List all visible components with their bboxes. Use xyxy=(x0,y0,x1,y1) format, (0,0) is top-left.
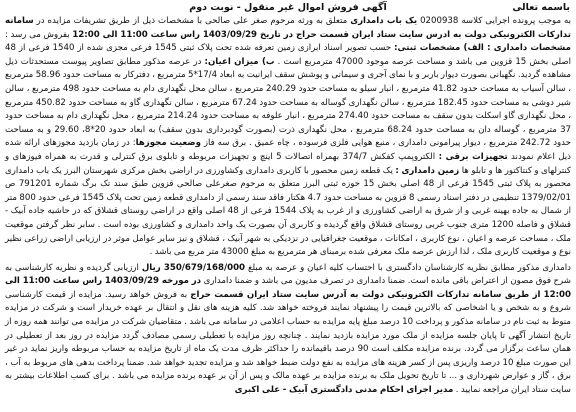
property-type: یک باب دامداری xyxy=(350,16,418,26)
auction-terms-text: به فروش خواهد رسید. مزایده از قیمت کارشناسی شروع و به شخص و یا اشخاصی که بالاترین قیمت را پیشنهاد نمایند فروخته خواهد شد. کلیه هزینه های نقل و انتقال بر عهده خریدار است و شرکت در مزایده منوط به ثبت نام در سامانه مذکور و پرداخت 10 درصد مبلغ پایه مزایده به حساب اعلامی در سامانه می باشد . متقاضیان شرکت در مزایده می توانند همه روزه از تاریخ انتشار آگهی تا پایان جلسه مزایده از ملک مورد مزایده بازدید نمایند . چنانچه روز مزایده با تعطیلی رسمی مصادف گردد مزایده در روز بعد از تعطیلی در همان ساعت برگزار می گردد. برنده مزایده مکلف است 90 درصد باقیمانده را حداکثر ظرف مدت یک ماه از تاریخ مزایده به حساب مربوطه واریز نماید در غیر این صورت مبلغ 10 درصد واریزی پس از کسر هزینه های مزایده به نفع دولت ضبط خواهد شد و مزایده تجدید خواهد شد. ضمنا پرداخت بدهی های مربوط به آب ، برق ، گاز و عوارض شهرداری و ... تا تاریخ تحویل ملک به برنده مزایده بر عهده مالک و پس از آن بر عهده برنده مزایده می باشد . برای کسب اطلاعات بیشتر به سایت ستاد ایران مراجعه نمایید . xyxy=(5,289,571,396)
auction-date-time: در مورخه 1403/09/29 راس ساعت 11:00 الی 12:00 xyxy=(5,276,571,300)
land-text: یک قطعه زمین محصور با کاربری دامداری وکشاورزی در اراضی بخش مرکزی شهرستان البرز یک باب دامداری محصور به پلاک ثبتی 1545 فرعی از 48 اصلی بخش 15 حوزه ثبتی البرز متعلق به مرحوم صغرعلی صالحی قزوین طبق سند تک برگ شماره 791201 ص 1379/02/01 تنظیمی در دفتر اسناد رسمی 8 قزوین به مساحت حدود 4.7 هکتار فاقد سند رسمی از دامداری قطعه زمین تحت پلاک 1545 فرعی حدود 800 متر از شمال به جاده بهینه غربی و از شرق به اراضی کشاورزی و از غرب به پلاک 1544 فرعی از 48 اصلی واقع در اراضی روستای قشلاق که در حاشیه جاده آبیک - قشلاق و فاصله 1200 متری جنوب غربی روستای قشلاق واقع گردیده و کاربری آن بصورت یک واحد دامداری و کشاورزی بوده است . سابر نظر گرفتن موقعیت ملک ، مساحت عرصه و اعیان ، نوع کاربری ، امکانات ، موقعیت جغرافیایی در نزدیکی به شهر آبیک ، قشلاق و نیز سایر عوامل موثر در ارزیابی اراضی زراعی نظیر نوع و موقعیت کاربری ملک ، لذا ارزش عرصه ملک معرفی شده برمبنای هر مترمربع به مبلغ 43000 متر مربع می باشد . xyxy=(5,165,571,258)
owner-statement: متعلق به ورثه مرحوم صغر علی صالحی با مشخصات ذیل از طریق تشریفات مزایده در xyxy=(36,16,348,26)
auction-venue-and-date: سامانه تدارکات الکترونیکی دولت به ادرس سایت ستاد ایران قسمت حراج در تاریخ 1403/09/29 راس ساعت 11:00 الی 12:00 xyxy=(5,16,571,40)
notice-section-auction-terms xyxy=(4,262,572,398)
buildings-heading: ب) میزان اعیان: xyxy=(204,56,275,67)
valuation-amount: 350/679/168/000 ریال xyxy=(141,262,246,273)
permits-heading: وضعیت مجوزها xyxy=(135,138,201,149)
notice-title: آگهی فروش اموال غیر منقول - نوبت دوم xyxy=(189,2,387,13)
land-heading: زمین دامداری : xyxy=(395,165,460,176)
document-page xyxy=(4,1,572,411)
electrical-equipment-heading: تجهیزات برقی : xyxy=(438,151,508,162)
auction-platform: از طریق سامانه تدارکات الکترونیکی دولت به آدرس سایت ستاد ایران قسمت حراج xyxy=(190,289,541,300)
opening-invocation: باسمه تعالی xyxy=(512,2,570,13)
registration-details-text: حسب تصویر اسناد ابرازی زمین تعرفه شده تحت پلاک ثبتی 1545 فرعی مجزی شده از 1540 فرعی از 48 اصلی بخش 15 قزوین می باشد و مساحت عرصه موجود 47000 مترمربع است . xyxy=(5,43,572,67)
sale-statement: بفروش می رسد : xyxy=(5,29,70,40)
electrical-equipment-text: الکتروپمپ کفکش 374/7 بهمراه اتصالات 5 اینچ و تجهیزات مربوطه و تابلوی برق کنترلی و قدرت به همراه فیوزهای و کنترلهای و کنتاکتور ها و تابلو ها xyxy=(5,151,571,176)
registration-details-heading: مشخصات دامداری : الف) مشخصات ثبتی: xyxy=(394,43,571,54)
permits-text: : در زمان بازدید مجوزهای ارائه شده ذیل اعلام نمودند xyxy=(5,138,571,162)
document-header xyxy=(4,1,572,15)
signatory: مدیر اجرای احکام مدنی دادگستری آبیک - علی اکبری xyxy=(234,385,454,396)
buildings-text: در عرصه مذکور مطابق تصاویر پیوست مستحدثات ذیل مشاهده گردید. نگهبانی بصورت دیوار باربر و با نمای آجری و سیمانی و پوشش سقف ایرانیت به ابعاد 17/4*5 مترمربع ، دفترکار به مساحت حدود 58.96 مترمربع ، سالن آسیاب به مساحت حدود 41.82 مترمربع ، انبار سیلو به مساحت حدود 240.29 مترمربع ، سالن محل نگهداری دام به مساحت حدود 498 مترمربع ، سالن شیر دوشی به مساحت حدود 182.45 مترمربع ، سالن نگهداری گوساله به مساحت حدود 67.24 مترمربع ، سالن نگهداری گاو به مساحت حدود 450.82 مترمربع ، محل نگهداری گاو اسکلت بدون سقف به مساحت حدود 274.40 مترمربع ، انبار علوفه به مساحت حدود 214.24 مترمربع ، محل نگهداری دام به مساحت حدود 37 مترمربع ، گوساله دان به مساحت حدود 68.24 مترمربع ، محل نگهداری ذرت (بصورت گودبرداری بدون سقف) به ابعاد حدود 20*8، 29.60 و به مساحت حدود 242.72 مترمربع ، دیوار پیرامونی دامداری ، منبع هوایی فلزی فرسوده ، چاه عمیق . برق سه فاز xyxy=(5,56,572,149)
valuation-statement: ارزیابی گردیده و نظریه کارشناسی به شرح فوق مصون از اعتراض باقی مانده است. ضمنا دامداری در تصرف مدیون می باشد و ضمنا دامداری xyxy=(5,262,571,287)
case-file-number: به موجب پرونده اجرایی کلاسه 0200938 xyxy=(420,16,571,26)
valuation-intro: دامداری مذکور مطابق نظریه کارشناسان دادگستری با احتساب کلیه اعیان و عرصه به مبلغ xyxy=(247,262,571,273)
notice-section-property-details xyxy=(4,15,572,260)
